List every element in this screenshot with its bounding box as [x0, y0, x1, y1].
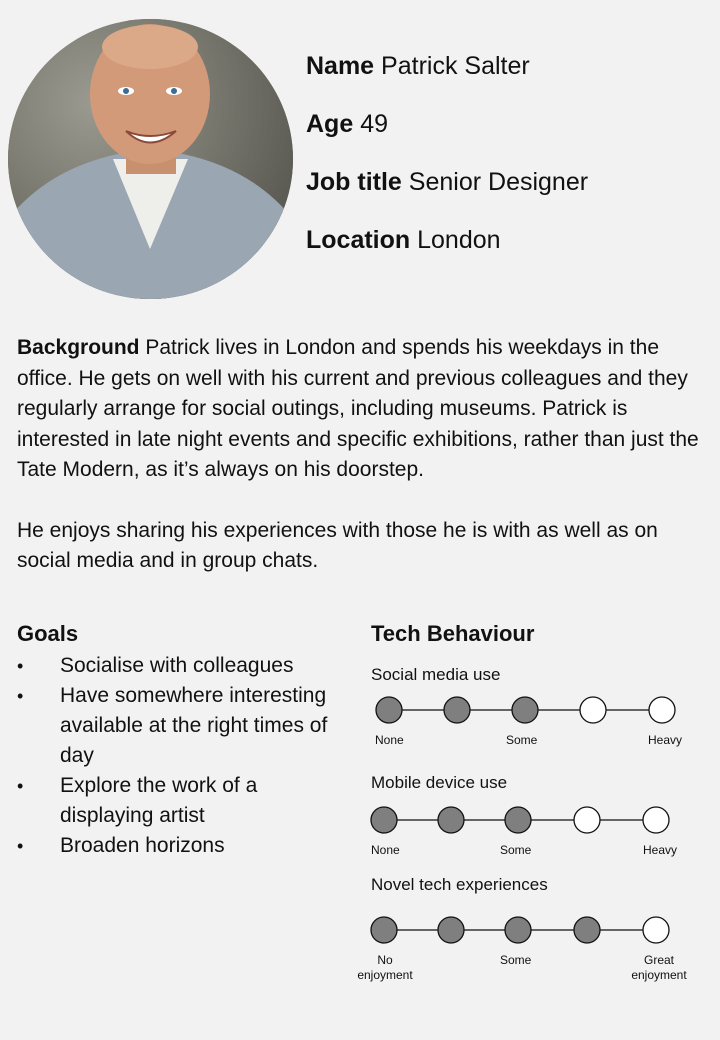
- novel-tech-scale: [357, 874, 711, 994]
- scale-label: Mobile device use: [371, 773, 508, 792]
- scale-min-label: None: [375, 733, 404, 747]
- rating-dot-empty: [649, 697, 675, 723]
- goal-item: • Have somewhere interesting available at the right times of day: [17, 681, 347, 771]
- person-portrait-image: [8, 19, 293, 299]
- scale-mid-label: Some: [506, 733, 538, 747]
- tech-behaviour-title: Tech Behaviour: [371, 621, 535, 646]
- rating-dot-filled: [505, 807, 531, 833]
- age-row: [306, 106, 588, 164]
- background-section: [17, 333, 707, 607]
- scale-label: Novel tech experiences: [371, 875, 548, 894]
- name-row: [306, 48, 588, 106]
- job-title-row: [306, 164, 588, 222]
- scale-max-label: Heavy: [648, 733, 683, 747]
- rating-dot-empty: [574, 807, 600, 833]
- rating-dot-filled: [444, 697, 470, 723]
- scale-max-label: Great enjoyment: [631, 953, 687, 982]
- profile-photo: [8, 19, 293, 299]
- rating-dot-filled: [376, 697, 402, 723]
- rating-dot-filled: [512, 697, 538, 723]
- scale-max-label: Heavy: [643, 843, 678, 857]
- rating-dot-filled: [505, 917, 531, 943]
- rating-dot-filled: [438, 807, 464, 833]
- job-title-key: Job title: [306, 168, 402, 196]
- background-key: Background: [17, 336, 140, 359]
- background-text-1: Patrick lives in London and spends his weekdays in the office. He gets on well with his current and previous colleagues and they regularly arrange for social outings, including museums. Patrick is interested in late night events and specific exhibitions, rather than just the Tate Modern, as it’s always on his doorstep.: [17, 336, 699, 481]
- social-media-scale: [371, 664, 711, 754]
- goals-section: [17, 619, 347, 861]
- location-key: Location: [306, 226, 411, 254]
- name-value: Patrick Salter: [381, 52, 530, 80]
- rating-dot-filled: [371, 917, 397, 943]
- rating-dot-empty: [643, 807, 669, 833]
- mobile-device-scale: [371, 772, 711, 862]
- rating-dot-filled: [371, 807, 397, 833]
- tech-behaviour-section: [357, 619, 711, 982]
- bullet-icon: •: [17, 836, 24, 856]
- goals-title: Goals: [17, 621, 79, 646]
- scale-mid-label: Some: [500, 843, 532, 857]
- rating-dot-empty: [580, 697, 606, 723]
- bullet-icon: •: [17, 656, 24, 676]
- age-value: 49: [360, 110, 388, 138]
- scale-mid-label: Some: [500, 953, 532, 967]
- job-title-value: Senior Designer: [408, 168, 589, 196]
- name-key: Name: [306, 52, 375, 80]
- goal-item: • Explore the work of a displaying artist: [17, 771, 347, 831]
- rating-dots: [371, 804, 711, 836]
- bullet-icon: •: [17, 776, 24, 796]
- goals-list: [17, 651, 347, 861]
- age-key: Age: [306, 110, 354, 138]
- rating-dots: [371, 694, 711, 726]
- scale-min-label: No enjoyment: [357, 953, 413, 982]
- rating-dots: [371, 914, 711, 946]
- scale-label: Social media use: [371, 665, 501, 684]
- rating-dot-filled: [574, 917, 600, 943]
- location-value: London: [417, 226, 501, 254]
- location-row: [306, 222, 588, 280]
- rating-dot-empty: [643, 917, 669, 943]
- goal-item: • Socialise with colleagues: [17, 651, 347, 681]
- goal-item: • Broaden horizons: [17, 831, 347, 861]
- bullet-icon: •: [17, 686, 24, 706]
- rating-dot-filled: [438, 917, 464, 943]
- background-paragraph-2: He enjoys sharing his experiences with those he is with as well as on social media and in group chats.: [17, 518, 658, 572]
- background-paragraph-1: [17, 333, 707, 486]
- scale-min-label: None: [371, 843, 400, 857]
- profile-info: [306, 48, 588, 280]
